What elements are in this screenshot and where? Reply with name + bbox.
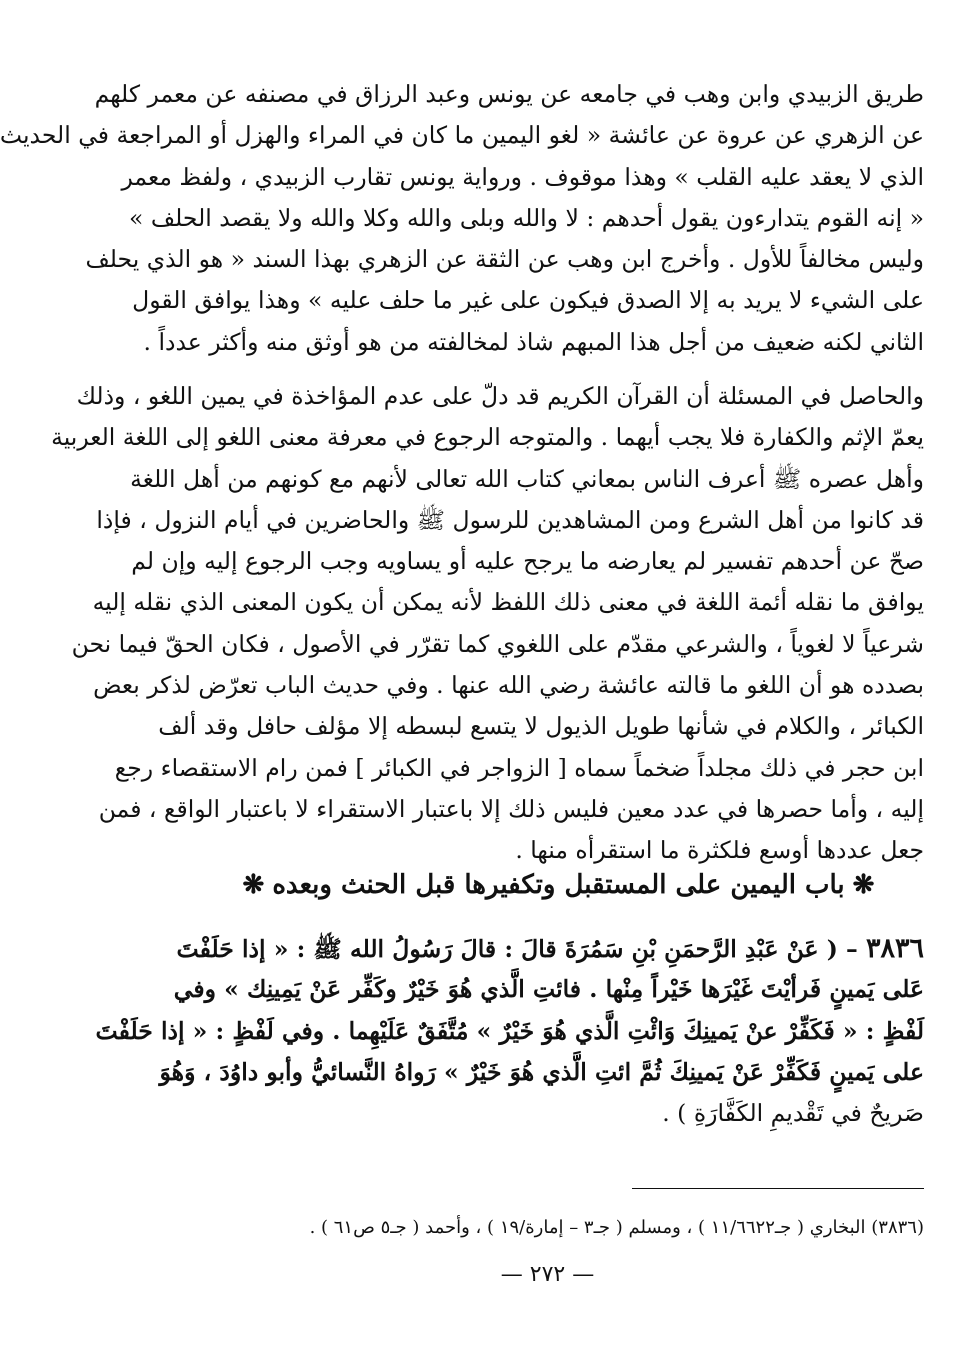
hadith-text — [95, 928, 924, 1134]
text-line: يعمّ الإثم والكفارة فلا يجب أيهما . والمتوجه الرجوع في معرفة معنى اللغو إلى اللغة العربية — [51, 423, 924, 452]
text-line: يوافق ما نقله أئمة اللغة في معنى ذلك اللفظ لأنه يمكن أن يكون المعنى الذي نقله إليه — [92, 588, 924, 617]
text-line: على الشيء لا يريد به إلا الصدق فيكون على غير ما حلف عليه » وهذا يوافق القول — [132, 286, 924, 315]
text-line: إليه ، وأما حصرها في عدد معين فليس ذلك إلا باعتبار الاستقراء لا باعتبار الواقع ، فمن — [98, 794, 924, 823]
text-line: ابن حجر في ذلك مجلداً ضخماً سماه [ الزواجر في الكبائر ] فمن رام الاستقصاء رجع — [114, 753, 924, 782]
text-line: صحّ عن أحدهم تفسير لم يعارضه ما يرجح عليه أو يساويه وجب الرجوع إليه وإن لم — [131, 547, 924, 576]
text-line: والحاصل في المسئلة أن القرآن الكريم قد دلّ على عدم المؤاخذة في يمين اللغو ، وذلك — [76, 382, 924, 410]
text-line: « إنه القوم يتدارءون يقول أحدهم : لا والله وبلى والله وكلا والله ولا يقصد الحلف » — [128, 203, 924, 232]
text-line: وأهل عصره ﷺ أعرف الناس بمعاني كتاب الله تعالى لأنهم مع كونهم من أهل اللغة — [130, 464, 924, 493]
text-line: الكبائر ، والكلام في شأنها طويل الذيول لا يتسع لبسطه إلا مؤلف حافل وقد ألف — [158, 712, 924, 741]
star-ornament-icon: ❋ — [852, 870, 875, 900]
text-line: عن الزهري عن عروة عن عائشة « لغو اليمين ما كان في المراء والهزل أو المراجعة في الحديث — [0, 121, 924, 150]
text-line: بصدده هو أن اللغو ما قالته عائشة رضي الله عنها . وفي حديث الباب تعرّض لذكر بعض — [93, 671, 924, 700]
hadith-line: صَريحٌ في تَقْديمِ الكَفَّارَةِ ) . — [662, 1099, 924, 1128]
footnote: (٣٨٣٦) البخاري ( جـ١١/٦٦٢٢ ) ، ومسلم ( جـ٣ – إمارة/١٩ ) ، وأحمد ( جـ٥ ص٦١ ) . — [309, 1217, 924, 1238]
hadith-line: على يَمينٍ فَكَفِّرْ عَنْ يَمينِكَ ثُمَّ ائتِ الَّذي هُوَ خَيْرٌ » رَواهُ النَّسائيُّ وأبو داوُدَ ، وَهُوَ — [159, 1057, 924, 1086]
commentary-paragraph-1 — [0, 74, 924, 363]
text-line: شرعياً لا لغوياً ، والشرعي مقدّم على اللغوي كما تقرّر في الأصول ، فكان الحقّ فيما نحن — [71, 629, 924, 658]
hadith-number: ٣٨٣٦ — [865, 933, 924, 964]
chapter-heading-text: باب اليمين على المستقبل وتكفيرها قبل الحنث وبعده — [272, 870, 845, 900]
page-number: — ٢٧٢ — — [500, 1262, 595, 1287]
commentary-paragraph-2 — [51, 376, 924, 872]
text-line: الذي لا يعقد عليه القلب » وهذا موقوف . ورواية يونس تقارب الزبيدي ، ولفظ معمر — [121, 162, 924, 191]
text-line: طريق الزبيدي وابن وهب في جامعه عن يونس وعبد الرزاق في مصنفه عن معمر كلهم — [94, 80, 924, 108]
text-line: جعل عددها أوسع فلكثرة ما استقرأه منها . — [515, 836, 924, 865]
hadith-line: لَفْظٍ : « فَكَفِّرْ عنْ يَمينِكَ وَائْتِ الَّذي هُوَ خَيْرٌ » مُتَّفَقٌ عَلَيْهِما . وفي لَفْظٍ : « إذا حَلَفْتَ — [95, 1016, 924, 1045]
footnote-divider — [632, 1188, 924, 1189]
hadith-line-text: – ( عَنْ عَبْدِ الرَّحمَنِ بْنِ سَمُرَةَ قالَ : قالَ رَسُولُ الله ﷺ : « إذا حَلَفْتَ — [176, 935, 858, 963]
text-line: وليس مخالفاً للأول . وأخرج ابن وهب عن الثقة عن الزهري بهذا السند « هو الذي يحلف — [85, 245, 924, 274]
hadith-line: عَلى يَمينٍ فَرأيْتَ غَيْرَها خَيْراً مِنْها . فائتِ الَّذي هُوَ خَيْرٌ وكَفِّر عَنْ يَمِينِك » وفي — [173, 975, 924, 1004]
text-line: قد كانوا من أهل الشرع ومن المشاهدين للرسول ﷺ والحاضرين في أيام النزول ، فإذا — [96, 505, 924, 534]
star-ornament-icon: ❋ — [242, 870, 265, 900]
text-line: الثاني لكنه ضعيف من أجل هذا المبهم شاذ لمخالفته من هو أوثق منه وأكثر عدداً . — [143, 327, 924, 356]
hadith-line — [176, 928, 924, 969]
chapter-heading — [193, 870, 924, 900]
